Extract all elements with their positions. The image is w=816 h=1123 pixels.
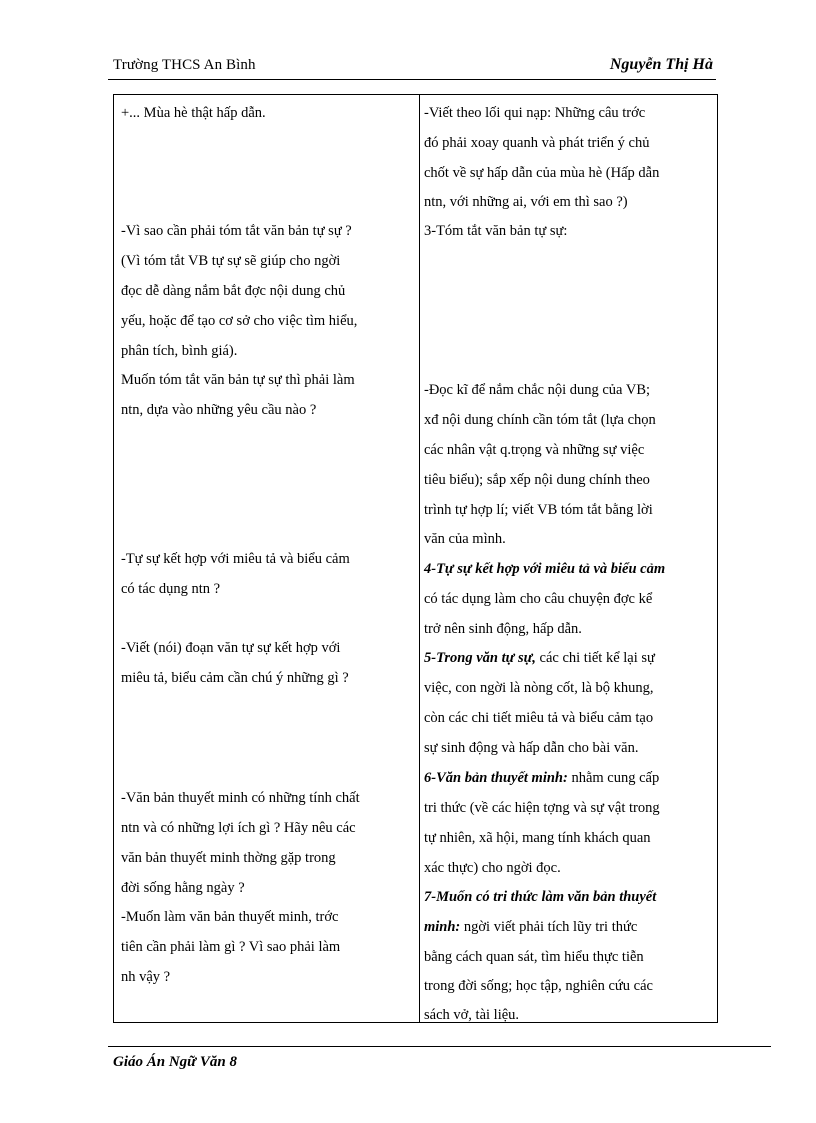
header-divider <box>108 79 716 80</box>
right-line: xđ nội dung chính cần tóm tắt (lựa chọn <box>424 412 656 428</box>
section-heading: 6-Văn bản thuyết minh: <box>424 770 568 786</box>
left-line: văn bản thuyết minh thờng gặp trong <box>121 850 336 866</box>
right-line: việc, con ngời là nòng cốt, là bộ khung, <box>424 680 654 696</box>
left-line: ntn, dựa vào những yêu cầu nào ? <box>121 402 317 418</box>
right-line-text: nhằm cung cấp <box>567 770 660 786</box>
right-line <box>424 917 637 937</box>
left-line: đọc dễ dàng nắm bắt đợc nội dung chủ <box>121 283 346 299</box>
right-line: 3-Tóm tắt văn bản tự sự: <box>424 223 568 239</box>
right-line: chốt về sự hấp dẫn của mùa hè (Hấp dẫn <box>424 165 660 181</box>
left-line: -Viết (nói) đoạn văn tự sự kết hợp với <box>121 640 341 656</box>
footer-title: Giáo Án Ngữ Văn 8 <box>113 1054 238 1070</box>
right-line: bằng cách quan sát, tìm hiểu thực tiễn <box>424 949 644 965</box>
left-line: đời sống hằng ngày ? <box>121 880 245 896</box>
right-line: sự sinh động và hấp dẫn cho bài văn. <box>424 740 639 756</box>
left-line: miêu tả, biểu cảm cần chú ý những gì ? <box>121 670 349 686</box>
left-line: nh vậy ? <box>121 969 171 985</box>
left-line: +... Mùa hè thật hấp dẫn. <box>121 105 266 121</box>
left-line: Muốn tóm tắt văn bản tự sự thì phải làm <box>121 372 355 388</box>
right-line: có tác dụng làm cho câu chuyện đợc kể <box>424 591 653 607</box>
lesson-table <box>113 94 718 1023</box>
left-line: -Muốn làm văn bản thuyết minh, trớc <box>121 909 339 925</box>
right-line <box>424 768 659 788</box>
left-line: -Tự sự kết hợp với miêu tả và biểu cảm <box>121 551 350 567</box>
right-line: trình tự hợp lí; viết VB tóm tắt bằng lời <box>424 502 653 518</box>
left-line: -Vì sao cần phải tóm tắt văn bản tự sự ? <box>121 223 352 239</box>
right-line: còn các chi tiết miêu tả và biểu cảm tạo <box>424 710 654 726</box>
left-line: tiên cần phải làm gì ? Vì sao phải làm <box>121 939 341 955</box>
right-line: ntn, với những ai, với em thì sao ?) <box>424 194 628 210</box>
right-line: trở nên sinh động, hấp dẫn. <box>424 621 582 637</box>
left-line: (Vì tóm tắt VB tự sự sẽ giúp cho ngời <box>121 253 341 269</box>
right-line-text: các chi tiết kể lại sự <box>535 650 655 666</box>
section-heading: 7-Muốn có tri thức làm văn bản thuyết <box>424 889 657 905</box>
right-line: xác thực) cho ngời đọc. <box>424 860 561 876</box>
section-heading: 4-Tự sự kết hợp với miêu tả và biểu cảm <box>424 561 666 577</box>
right-line <box>424 648 655 668</box>
author-name: Nguyễn Thị Hà <box>609 56 713 73</box>
right-line: các nhân vật q.trọng và những sự việc <box>424 442 645 458</box>
right-line: văn của mình. <box>424 531 506 547</box>
right-line: -Viết theo lối qui nạp: Những câu trớc <box>424 105 646 121</box>
right-line: -Đọc kĩ để nắm chắc nội dung của VB; <box>424 382 651 398</box>
footer-divider <box>108 1046 771 1047</box>
left-line: -Văn bản thuyết minh có những tính chất <box>121 790 360 806</box>
right-line: đó phải xoay quanh và phát triển ý chủ <box>424 135 650 151</box>
right-line: tiêu biểu); sắp xếp nội dung chính theo <box>424 472 650 488</box>
right-line: tự nhiên, xã hội, mang tính khách quan <box>424 830 651 846</box>
section-heading: minh: <box>424 919 461 935</box>
left-line: yếu, hoặc để tạo cơ sở cho việc tìm hiểu, <box>121 313 358 329</box>
right-line: trong đời sống; học tập, nghiên cứu các <box>424 978 653 994</box>
left-line: ntn và có những lợi ích gì ? Hãy nêu các <box>121 820 356 836</box>
column-divider <box>419 95 420 1022</box>
left-line: có tác dụng ntn ? <box>121 581 221 597</box>
school-name: Trường THCS An Bình <box>113 57 256 73</box>
right-line-text: ngời viết phải tích lũy tri thức <box>460 919 638 935</box>
section-heading: 5-Trong văn tự sự, <box>424 650 536 666</box>
right-line: sách vở, tài liệu. <box>424 1007 520 1023</box>
left-line: phân tích, bình giá). <box>121 343 238 359</box>
right-line: tri thức (về các hiện tợng và sự vật trong <box>424 800 660 816</box>
